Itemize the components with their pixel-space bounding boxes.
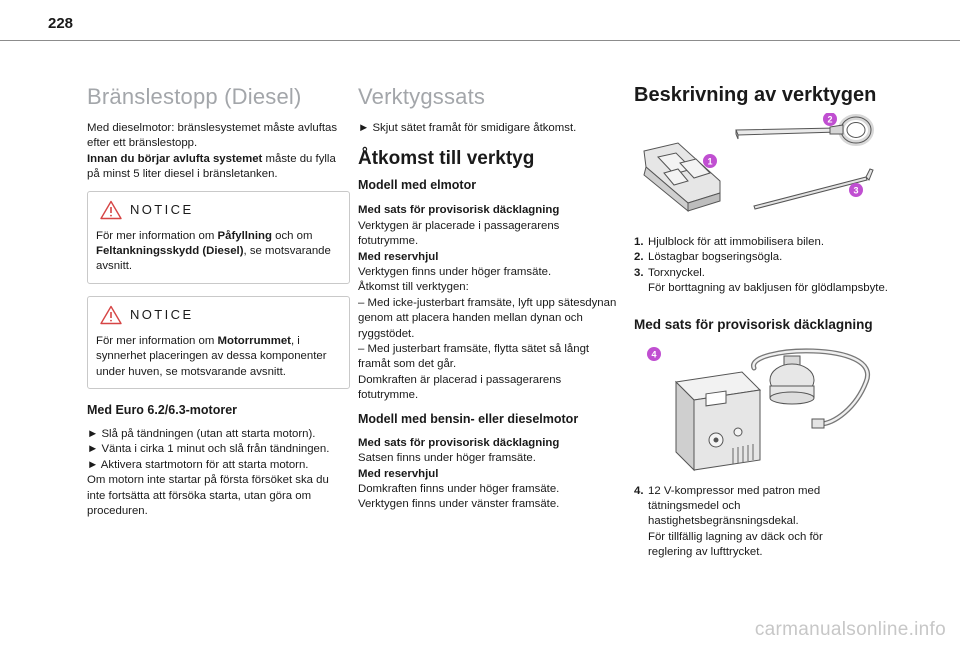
intro-text: Med dieselmotor: bränslesystemet måste avluftas efter ett bränslestopp. [87,122,338,150]
notice-text-part: För mer information om [96,334,218,347]
compressor-box-drawing [676,372,760,470]
list-item [634,250,896,265]
hose-nozzle [812,419,824,428]
section-title-fuel-stop: Bränslestopp (Diesel) [87,84,302,109]
wheel-chock-drawing [644,143,720,211]
notice-link-misfuel: Feltankningsskydd (Diesel) [96,245,244,258]
item-text-extra: För tillfällig lagning av däck och för reglering av lufttrycket. [648,530,823,559]
notice-text-part: , se motsvarande avsnitt. [96,245,331,273]
notice-text-part: För mer information om [96,229,218,242]
page-number: 228 [48,15,74,32]
item-text [648,266,888,297]
model-electric-heading: Modell med elmotor [358,178,477,193]
intro-rest: måste du fylla på minst 5 liter diesel i bränsletanken. [87,152,336,181]
dash-item-2: – Med justerbart framsäte, flytta sätet så långt framåt som det går. [358,343,590,371]
warning-triangle-icon [100,200,122,220]
section-title-access: Åtkomst till verktyg [358,148,535,170]
intro-bold: Innan du börjar avlufta systemet [87,152,263,165]
tool-list [634,235,896,297]
item-text-main: Torxnyckel. [648,266,705,279]
spare-label: Med reservhjul [358,467,439,480]
jack-text: Domkraften finns under höger framsäte. [358,482,560,495]
notice-link-engine: Motorrummet [217,334,291,347]
step-3: ► Aktivera startmotorn för att starta motorn. [87,458,309,471]
fuel-body [358,436,620,513]
notice-text-part: och om [271,229,313,242]
notice-box-engine [87,296,350,389]
kit-label: Med sats för provisorisk däcklagning [358,204,560,217]
outro-paragraph: Om motorn inte startar på första försöket ska du inte fortsätta att försöka starta, utan göra om proceduren. [87,474,329,518]
badge-4-label: 4 [651,349,657,360]
access-text: Åtkomst till verktygen: [358,281,469,294]
step-2: ► Vänta i cirka 1 minut och slå från tändningen. [87,443,330,456]
column-tool-description [634,84,896,561]
list-item [634,235,896,250]
spare-label: Med reservhjul [358,250,439,263]
step-1: ► Slå på tändningen (utan att starta motorn). [87,428,316,441]
kit-label: Med sats för provisorisk däcklagning [358,436,560,449]
column-tool-kit [358,84,620,518]
tools-text: Verktygen finns under vänster framsäte. [358,498,560,511]
item-number: 3. [634,266,644,279]
top-divider [0,40,960,41]
badge-3-label: 3 [853,185,859,196]
compressor-illustration [634,342,884,474]
notice-text [96,229,341,275]
list-item [634,266,896,297]
item-text-extra: För borttagning av bakljusen för glödlampsbyte. [648,282,888,295]
compressor-drawing [634,342,884,474]
subheading-euro: Med Euro 6.2/6.3-motorer [87,403,238,418]
watermark: carmanualsonline.info [754,619,946,640]
notice-title: NOTICE [130,202,194,218]
seat-bullet: ► Skjut sätet framåt för smidigare åtkomst. [358,122,577,134]
tools-drawing [634,113,874,221]
list-item [634,484,896,561]
kit-text: Satsen finns under höger framsäte. [358,452,536,465]
notice-text [96,334,341,380]
notice-text-part: , i synnerhet placeringen av dessa komponenter under huven, se motsvarande avsnitt. [96,334,327,378]
item-text [648,484,868,561]
notice-title: NOTICE [130,307,194,323]
tools-illustration [634,113,874,221]
item-text-main: 12 V-kompressor med patron med tätningsmedel och hastighetsbegränsningsdekal. [648,484,821,528]
item-number: 1. [634,236,644,248]
item-text: Hjulblock för att immobilisera bilen. [648,236,824,248]
compressor-list [634,484,896,561]
spare-text: Verktygen finns under höger framsäte. [358,266,552,279]
jack-text: Domkraften är placerad i passagerarens fotutrymme. [358,373,562,402]
item-number: 2. [634,251,644,264]
dash-item-1: – Med icke-justerbart framsäte, lyft upp sätesdynan genom att placera handen mellan dynan och ryggstödet. [358,296,617,340]
badge-1-label: 1 [707,156,713,167]
item-number: 4. [634,484,644,497]
kit-text: Verktygen är placerade i passagerarens fotutrymme. [358,219,560,248]
section-title-description: Beskrivning av verktygen [634,84,877,106]
model-fuel-heading: Modell med bensin- eller dieselmotor [358,411,579,426]
column-fuel-stop [87,84,349,525]
badge-2-label: 2 [827,114,833,125]
warning-triangle-icon [100,305,122,325]
sealant-bottle-drawing [770,356,814,404]
notice-box-refuelling [87,191,350,284]
towing-eye-drawing [736,114,871,143]
intro-paragraph [87,121,349,183]
section-title-tool-kit: Verktygssats [358,84,486,109]
kit-heading: Med sats för provisorisk däcklagning [634,316,873,332]
notice-link-refuelling: Påfyllning [217,229,272,242]
item-text: Löstagbar bogseringsögla. [648,251,783,264]
electric-body [358,203,620,403]
